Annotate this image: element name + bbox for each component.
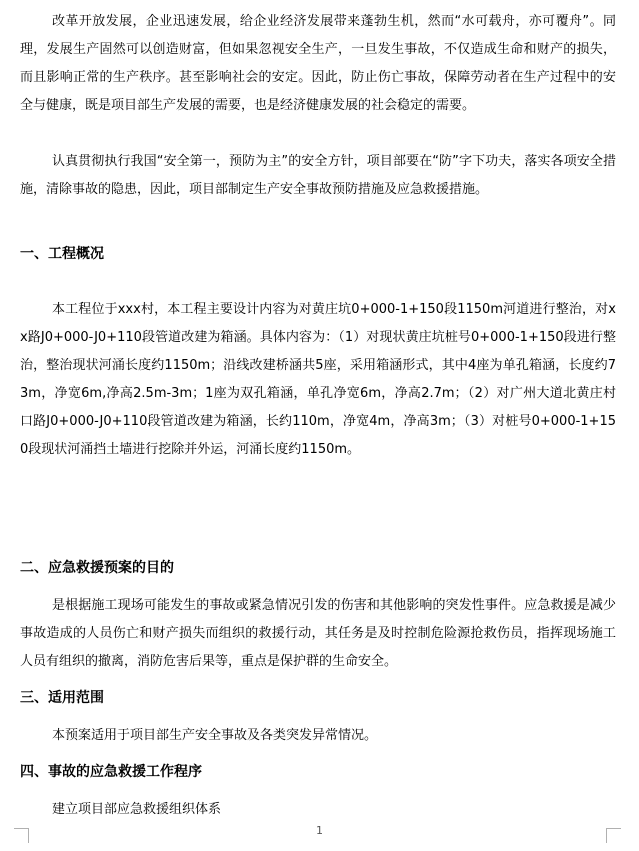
section-body-procedure: 建立项目部应急救援组织体系 <box>52 802 222 817</box>
section-body-overview: 本工程位于xxx村，本工程主要设计内容为对黄庄坑0+000-1+150段1150m河道进行整治，对xx路J0+000-J0+110段管道改建为箱涵。具体内容为：（1）对现状黄庄坑桩号0+000-1+150段进行整治，整治现状河涌长度约1150m；沿线改建桥涵共5座，采用箱涵形式，其中4座为单孔箱涵，长度约73m，净宽6m,净高2.5m-3m；1座为双孔箱涵，单孔净宽6m，净高2.7m；（2）对广州大道北黄庄村口路J0+000-J0+110段管道改建为箱涵，长约110m，净宽4m，净高3m；（3）对桩号0+000-1+150段现状河涌挡土墙进行挖除并外运，河涌长度约1150m。 <box>20 302 616 457</box>
page-number: 1 <box>316 824 323 837</box>
section-heading-procedure: 四、事故的应急救援工作程序 <box>20 764 202 780</box>
intro-paragraph-1: 改革开放发展，企业迅速发展，给企业经济发展带来蓬勃生机，然而“水可载舟，亦可覆舟”。同理，发展生产固然可以创造财富，但如果忽视安全生产，一旦发生事故，不仅造成生命和财产的损失，而且影响正常的生产秩序。甚至影响社会的安定。因此，防止伤亡事故，保障劳动者在生产过程中的安全与健康，既是项目部生产发展的需要，也是经济健康发展的社会稳定的需要。 <box>20 14 616 113</box>
section-body-purpose: 是根据施工现场可能发生的事故或紧急情况引发的伤害和其他影响的突发性事件。应急救援是减少事故造成的人员伤亡和财产损失而组织的救援行动，其任务是及时控制危险源抢救伤员，指挥现场施工人员有组织的撤离，消防危害后果等，重点是保护群的生命安全。 <box>20 598 616 669</box>
intro-paragraph-2: 认真贯彻执行我国“安全第一，预防为主”的安全方针，项目部要在“防”字下功夫，落实各项安全措施，清除事故的隐患，因此，项目部制定生产安全事故预防措施及应急救援措施。 <box>20 154 616 197</box>
section-heading-scope: 三、适用范围 <box>20 690 104 706</box>
section-body-scope: 本预案适用于项目部生产安全事故及各类突发异常情况。 <box>52 728 378 743</box>
section-heading-overview: 一、工程概况 <box>20 246 104 262</box>
section-heading-purpose: 二、应急救援预案的目的 <box>20 560 174 576</box>
